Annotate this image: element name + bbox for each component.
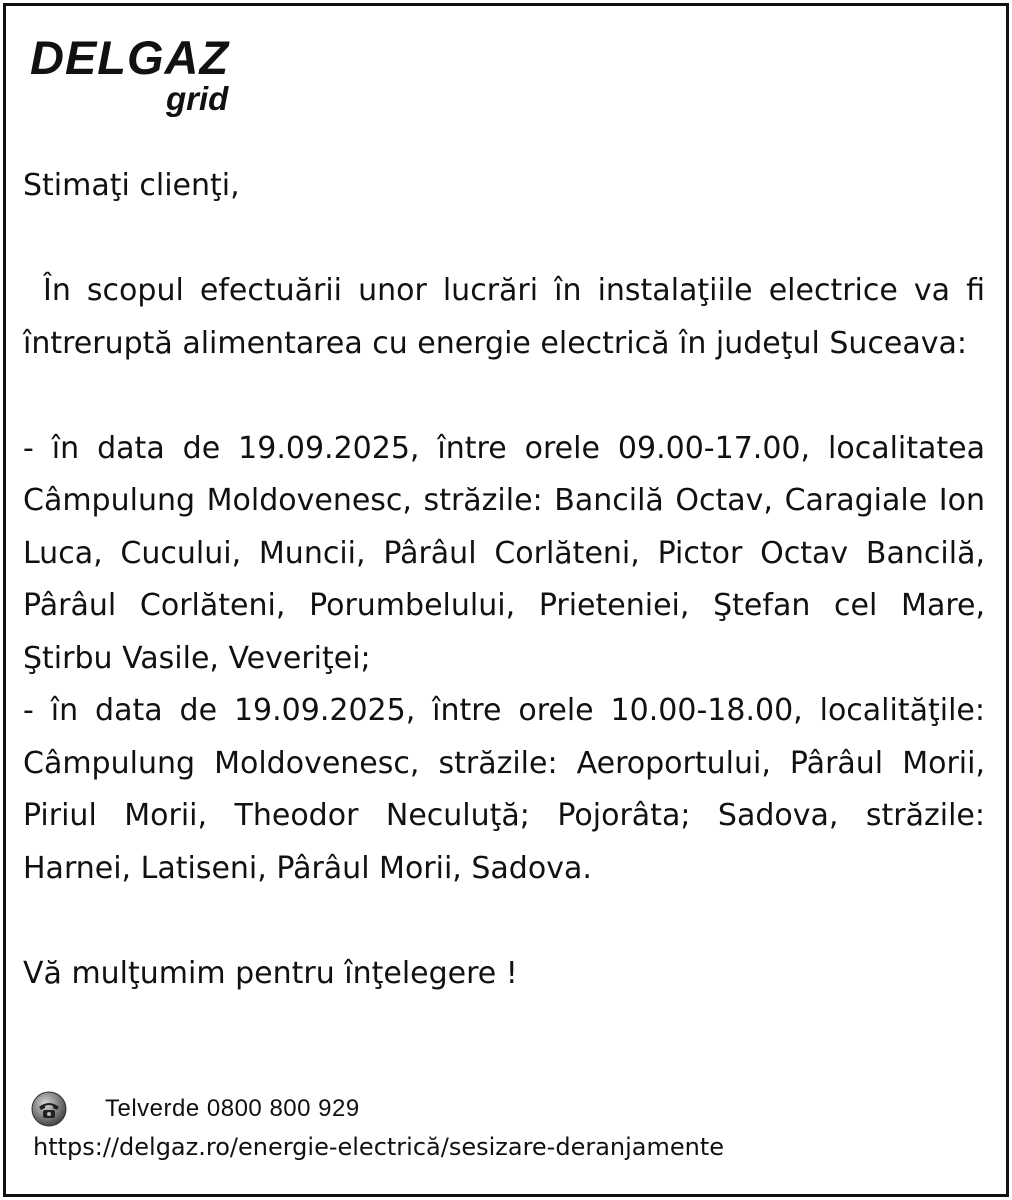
spacer — [23, 895, 985, 948]
phone-contact — [30, 1090, 630, 1130]
thanks-line: Vă mulţumim pentru înţelegere ! — [23, 955, 518, 991]
intro-paragraph: În scopul efectuării unor lucrări în instalaţiile electrice va fi întreruptă alimentarea cu energie electrică în judeţul Suceava: — [23, 273, 985, 361]
logo-wordmark: DELGAZ — [30, 31, 230, 84]
telephone-icon — [30, 1090, 68, 1128]
phone-number: Telverde 0800 800 929 — [105, 1095, 360, 1122]
greeting: Stimaţi clienţi, — [23, 168, 240, 203]
outage-item-2: - în data de 19.09.2025, între orele 10.00-18.00, localităţile: Câmpulung Moldovenesc, străzile: Aeroportului, Pârâul Morii, Piriul Morii, Theodor Neculuţă; Pojorâta; Sadova, străzile: Harnei, Latiseni, Pârâul Morii, Sadova. — [23, 693, 985, 886]
notice-body — [23, 160, 985, 1000]
spacer — [23, 370, 985, 423]
report-link[interactable]: https://delgaz.ro/energie-electrică/sesizare-deranjamente — [33, 1133, 725, 1161]
delgaz-logo — [30, 30, 270, 126]
logo-subtitle: grid — [166, 80, 229, 117]
spacer — [23, 213, 985, 266]
outage-item-1: - în data de 19.09.2025, între orele 09.00-17.00, localitatea Câmpulung Moldovenesc, străzile: Bancilă Octav, Caragiale Ion Luca, Cucului, Muncii, Pârâul Corlăteni, Pictor Octav Bancilă, Pârâul Corlăteni, Porumbelului, Prieteniei, Ştefan cel Mare, Ştirbu Vasile, Veveriţei; — [23, 430, 985, 676]
